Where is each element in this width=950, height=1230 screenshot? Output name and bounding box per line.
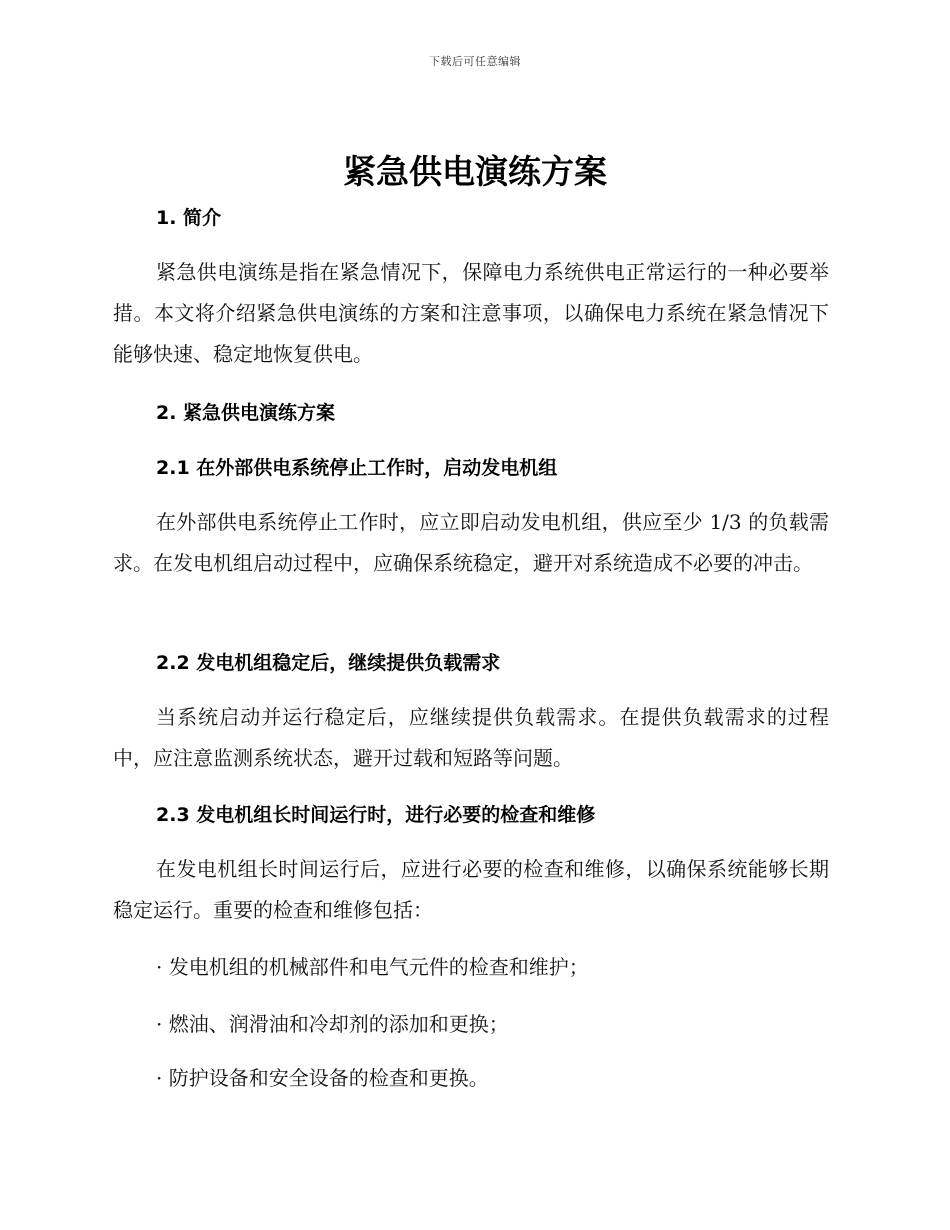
bullet-item: · 燃油、润滑油和冷却剂的添加和更换； xyxy=(156,1012,509,1036)
heading-section-2-3: 2.3 发电机组长时间运行时，进行必要的检查和维修 xyxy=(156,804,596,826)
header-note: 下载后可任意编辑 xyxy=(429,55,521,68)
paragraph-intro: 紧急供电演练是指在紧急情况下，保障电力系统供电正常运行的一种必要举措。本文将介绍紧急供电演练的方案和注意事项，以确保电力系统在紧急情况下能够快速、稳定地恢复供电。 xyxy=(113,260,829,366)
paragraph-section-2-1: 在外部供电系统停止工作时，应立即启动发电机组，供应至少 1/3 的负载需求。在发电机组启动过程中，应确保系统稳定，避开对系统造成不必要的冲击。 xyxy=(113,510,829,575)
paragraph-section-2-3: 在发电机组长时间运行后，应进行必要的检查和维修，以确保系统能够长期稳定运行。重要的检查和维修包括： xyxy=(113,857,829,922)
bullet-item: · 防护设备和安全设备的检查和更换。 xyxy=(156,1066,489,1090)
bullet-item: · 发电机组的机械部件和电气元件的检查和维护； xyxy=(156,955,589,979)
document-title: 紧急供电演练方案 xyxy=(343,152,607,191)
paragraph-section-2-2: 当系统启动并运行稳定后，应继续提供负载需求。在提供负载需求的过程中，应注意监测系统状态，避开过载和短路等问题。 xyxy=(113,705,829,770)
heading-section-2-1: 2.1 在外部供电系统停止工作时，启动发电机组 xyxy=(156,457,558,479)
heading-section-2-2: 2.2 发电机组稳定后，继续提供负载需求 xyxy=(156,652,501,674)
heading-plan: 2. 紧急供电演练方案 xyxy=(156,402,336,424)
heading-intro: 1. 简介 xyxy=(156,207,222,229)
